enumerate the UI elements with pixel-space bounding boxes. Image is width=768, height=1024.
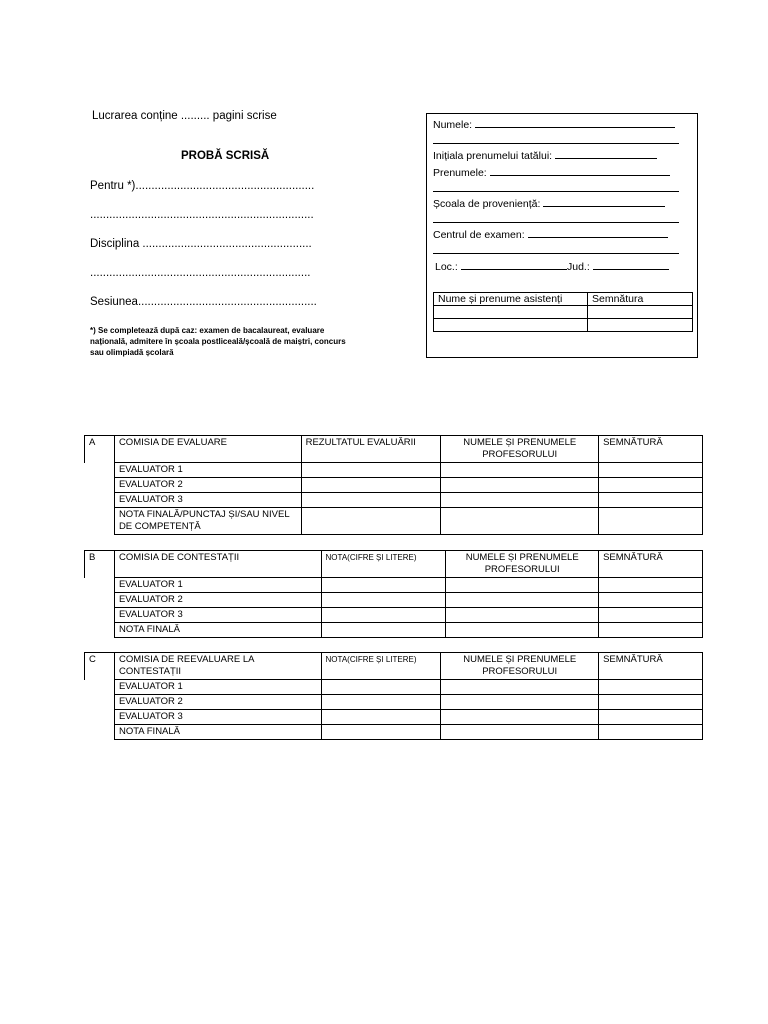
column-header: NOTA(CIFRE ȘI LITERE) xyxy=(321,551,446,578)
table-cell[interactable] xyxy=(446,608,599,623)
table-cell[interactable] xyxy=(599,478,703,493)
row-label: EVALUATOR 1 xyxy=(114,463,301,478)
numele-field[interactable] xyxy=(433,117,675,131)
row-label: NOTA FINALĂ xyxy=(114,725,321,740)
table-cell[interactable] xyxy=(441,710,599,725)
column-header: SEMNĂTURĂ xyxy=(599,653,703,680)
dots-line: ...................................................................... xyxy=(90,209,314,221)
row-label: EVALUATOR 2 xyxy=(114,695,321,710)
table-header-row xyxy=(85,653,703,680)
footnote: *) Se completează după caz: examen de bacalaureat, evaluare națională, admitere în școala postliceală/școală de maiștri, concurs sau olimpiadă școlară xyxy=(90,326,346,357)
scoala-label: Școala de proveniență: xyxy=(433,198,541,210)
table-cell[interactable] xyxy=(321,680,441,695)
table-cell[interactable] xyxy=(441,725,599,740)
row-label: EVALUATOR 1 xyxy=(114,680,321,695)
table-cell[interactable] xyxy=(441,680,599,695)
numele-label: Numele: xyxy=(433,119,473,131)
table-row xyxy=(85,593,703,608)
scoala-field[interactable] xyxy=(433,196,665,210)
prenumele-label: Prenumele: xyxy=(433,167,487,179)
table-cell[interactable] xyxy=(446,578,599,593)
table-cell[interactable] xyxy=(441,463,599,478)
table-cell[interactable] xyxy=(588,319,693,332)
table-cell[interactable] xyxy=(321,578,446,593)
table-cell[interactable] xyxy=(301,478,441,493)
row-label: EVALUATOR 2 xyxy=(114,593,321,608)
table-header-row xyxy=(85,551,703,578)
table-cell[interactable] xyxy=(321,608,446,623)
table-cell[interactable] xyxy=(301,493,441,508)
column-header: COMISIA DE EVALUARE xyxy=(114,436,301,463)
table-row xyxy=(85,725,703,740)
table-cell[interactable] xyxy=(301,463,441,478)
column-header: COMISIA DE REEVALUARE LA CONTESTAȚII xyxy=(114,653,321,680)
table-cell[interactable] xyxy=(321,623,446,638)
table-cell[interactable] xyxy=(321,695,441,710)
jud-field[interactable] xyxy=(567,259,669,273)
assistants-table xyxy=(433,292,693,332)
column-header: SEMNĂTURĂ xyxy=(599,551,703,578)
table-cell[interactable] xyxy=(434,306,588,319)
column-header: NOTA(CIFRE ȘI LITERE) xyxy=(321,653,441,680)
table-cell[interactable] xyxy=(599,710,703,725)
table-cell[interactable] xyxy=(588,306,693,319)
centrul-label: Centrul de examen: xyxy=(433,229,525,241)
table-cell[interactable] xyxy=(599,593,703,608)
table-row xyxy=(85,710,703,725)
table-cell[interactable] xyxy=(599,695,703,710)
table-cell[interactable] xyxy=(599,578,703,593)
evaluation-table-c xyxy=(84,652,703,740)
table-cell[interactable] xyxy=(599,493,703,508)
table-cell[interactable] xyxy=(434,319,588,332)
section-letter: C xyxy=(85,653,115,680)
row-label: EVALUATOR 3 xyxy=(114,493,301,508)
centrul-field[interactable] xyxy=(433,227,668,241)
table-cell[interactable] xyxy=(599,680,703,695)
row-label: EVALUATOR 2 xyxy=(114,478,301,493)
row-label: NOTA FINALĂ xyxy=(114,623,321,638)
column-header: NUMELE ȘI PRENUMELE PROFESORULUI xyxy=(446,551,599,578)
table-row xyxy=(85,578,703,593)
table-row xyxy=(85,695,703,710)
dots-line: ..................................................................... xyxy=(90,267,311,279)
disciplina-line: Disciplina ..................................................... xyxy=(90,238,312,250)
table-cell[interactable] xyxy=(599,508,703,535)
row-label: EVALUATOR 3 xyxy=(114,710,321,725)
pages-count-line: Lucrarea conține ......... pagini scrise xyxy=(92,110,277,122)
candidate-info-box xyxy=(426,113,698,358)
table-cell[interactable] xyxy=(321,593,446,608)
table-cell[interactable] xyxy=(599,623,703,638)
prenumele-field[interactable] xyxy=(433,165,670,179)
table-cell[interactable] xyxy=(441,508,599,535)
row-label: NOTA FINALĂ/PUNCTAJ ȘI/SAU NIVEL DE COMPETENȚĂ xyxy=(114,508,301,535)
pentru-line: Pentru *)........................................................ xyxy=(90,180,315,192)
evaluation-table-b xyxy=(84,550,703,638)
loc-field[interactable] xyxy=(435,259,567,273)
column-header: NUMELE ȘI PRENUMELE PROFESORULUI xyxy=(441,653,599,680)
table-cell[interactable] xyxy=(441,695,599,710)
table-row xyxy=(85,478,703,493)
table-header-row xyxy=(85,436,703,463)
row-label: EVALUATOR 3 xyxy=(114,608,321,623)
row-label: EVALUATOR 1 xyxy=(114,578,321,593)
table-row xyxy=(85,680,703,695)
table-row xyxy=(85,463,703,478)
table-cell[interactable] xyxy=(446,593,599,608)
table-cell[interactable] xyxy=(321,725,441,740)
table-cell[interactable] xyxy=(599,725,703,740)
initiala-label: Inițiala prenumelui tatălui: xyxy=(433,150,553,162)
section-letter: B xyxy=(85,551,115,578)
column-header: SEMNĂTURĂ xyxy=(599,436,703,463)
loc-label: Loc.: xyxy=(435,261,458,273)
column-header: REZULTATUL EVALUĂRII xyxy=(301,436,441,463)
section-letter: A xyxy=(85,436,115,463)
table-cell[interactable] xyxy=(599,463,703,478)
table-row xyxy=(85,608,703,623)
assistants-signature-header: Semnătura xyxy=(588,293,693,306)
table-row xyxy=(85,623,703,638)
table-cell[interactable] xyxy=(321,710,441,725)
evaluation-table-a xyxy=(84,435,703,535)
table-cell[interactable] xyxy=(441,478,599,493)
initiala-field[interactable] xyxy=(433,148,657,162)
sesiunea-line: Sesiunea........................................................ xyxy=(90,296,317,308)
column-header: COMISIA DE CONTESTAȚII xyxy=(114,551,321,578)
column-header: NUMELE ȘI PRENUMELE PROFESORULUI xyxy=(441,436,599,463)
table-cell[interactable] xyxy=(441,493,599,508)
jud-label: Jud.: xyxy=(567,261,590,273)
table-row xyxy=(85,493,703,508)
assistants-name-header: Nume și prenume asistenți xyxy=(434,293,588,306)
table-cell[interactable] xyxy=(599,608,703,623)
table-cell[interactable] xyxy=(446,623,599,638)
table-cell[interactable] xyxy=(301,508,441,535)
table-row xyxy=(85,508,703,535)
document-title: PROBĂ SCRISĂ xyxy=(181,150,270,162)
